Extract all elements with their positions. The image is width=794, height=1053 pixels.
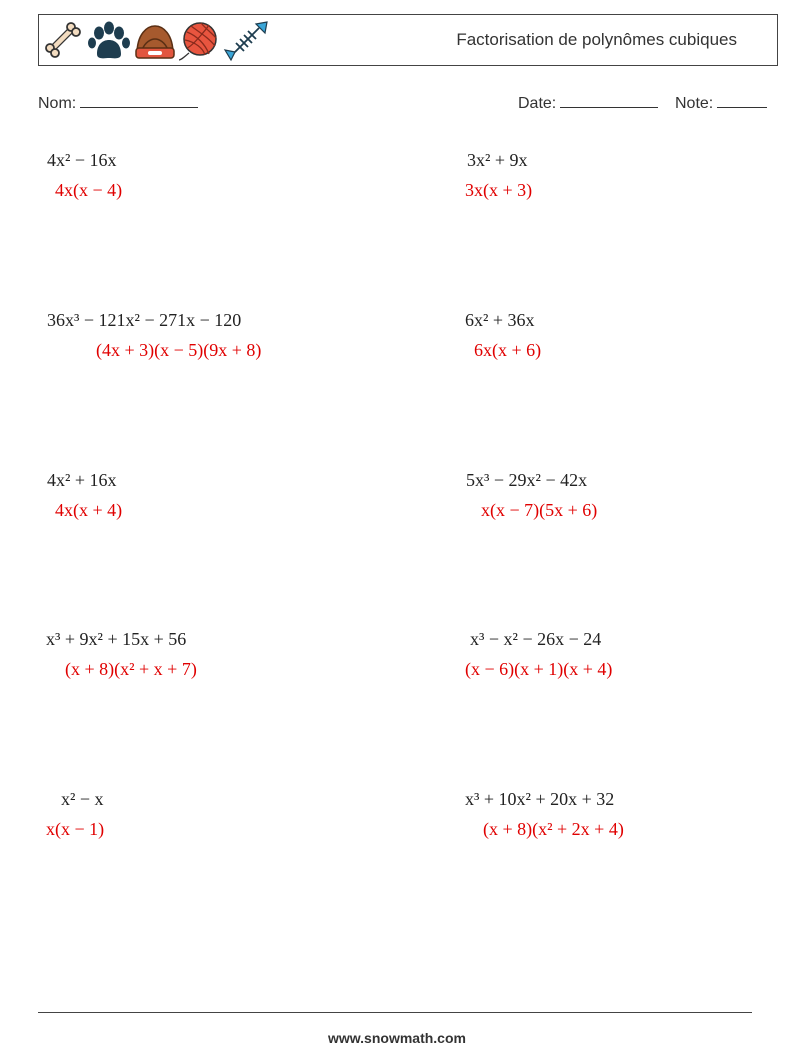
problem-10: x³ + 10x² + 20x + 32 (465, 789, 615, 809)
problem-3: 36x³ − 121x² − 271x − 120 (47, 310, 242, 330)
name-label: Nom: (38, 95, 77, 112)
answer-7: (x + 8)(x² + x + 7) (65, 659, 197, 679)
answer-3: (4x + 3)(x − 5)(9x + 8) (96, 340, 262, 360)
answer-1: 4x(x − 4) (55, 180, 123, 200)
pet-bed-icon (133, 20, 177, 62)
problem-7: x³ + 9x² + 15x + 56 (46, 629, 187, 649)
grade-blank[interactable] (717, 93, 767, 108)
answer-9: x(x − 1) (46, 819, 105, 839)
date-field (518, 93, 658, 113)
worksheet-header (38, 14, 778, 66)
grade-field (675, 93, 767, 113)
answer-5: 4x(x + 4) (55, 500, 123, 520)
answer-4: 6x(x + 6) (474, 340, 542, 360)
bone-icon (43, 20, 85, 62)
problem-9: x² − x (61, 789, 104, 809)
problem-2: 3x² + 9x (467, 150, 528, 170)
answer-2: 3x(x + 3) (465, 180, 533, 200)
name-field (38, 93, 198, 113)
footer-divider (38, 1012, 752, 1013)
worksheet-title: Factorisation de polynômes cubiques (456, 30, 737, 49)
icon-strip (43, 18, 269, 64)
problem-6: 5x³ − 29x² − 42x (466, 470, 588, 490)
paw-print-icon (87, 20, 131, 62)
answer-6: x(x − 7)(5x + 6) (481, 500, 598, 520)
answer-10: (x + 8)(x² + 2x + 4) (483, 819, 624, 839)
fish-skeleton-icon (223, 20, 269, 62)
problem-8: x³ − x² − 26x − 24 (470, 629, 602, 649)
date-label: Date: (518, 95, 557, 112)
footer-website[interactable]: www.snowmath.com (328, 1030, 466, 1046)
date-blank[interactable] (560, 93, 658, 108)
answer-8: (x − 6)(x + 1)(x + 4) (465, 659, 613, 679)
problem-1: 4x² − 16x (47, 150, 117, 170)
yarn-ball-icon (179, 20, 221, 62)
problem-5: 4x² + 16x (47, 470, 117, 490)
problem-4: 6x² + 36x (465, 310, 535, 330)
grade-label: Note: (675, 95, 714, 112)
name-blank[interactable] (80, 93, 198, 108)
